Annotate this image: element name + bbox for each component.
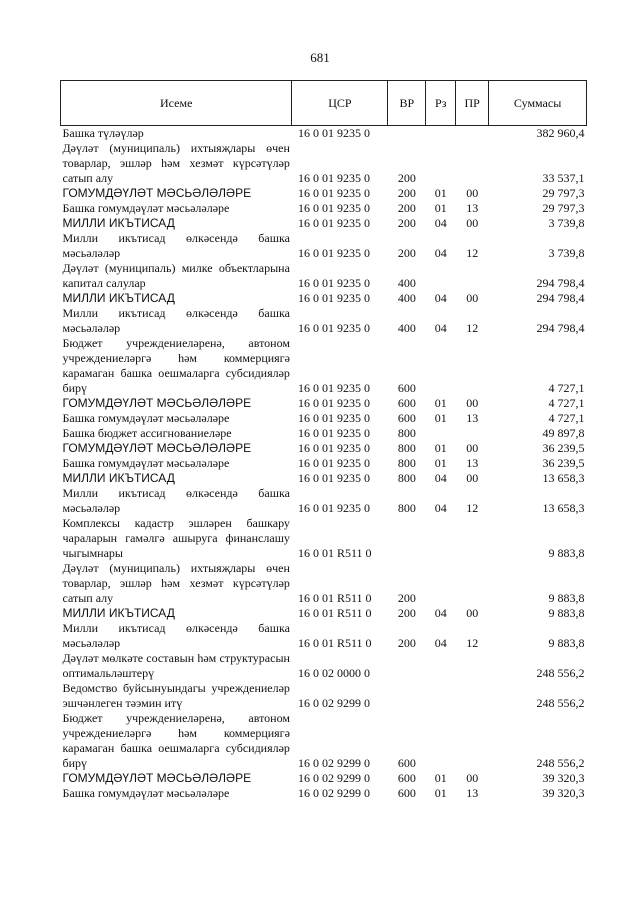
cell-pr: 13 (466, 411, 479, 425)
cell-sum: 248 556,2 (536, 696, 585, 710)
cell-pr: 00 (466, 216, 479, 230)
cell-sum: 39 320,3 (542, 786, 585, 800)
cell-sum: 36 239,5 (542, 441, 585, 455)
cell-pr: 00 (466, 771, 479, 785)
cell-csr: 16 0 01 9235 0 (297, 471, 370, 485)
cell-rz (426, 141, 456, 186)
header-sum: Суммасы (489, 81, 587, 126)
cell-vr: 200 (397, 606, 416, 620)
cell-pr (456, 711, 489, 771)
cell-pr: 12 (466, 321, 479, 335)
cell-pr (456, 651, 489, 681)
cell-rz: 04 (434, 246, 447, 260)
cell-rz: 04 (434, 606, 447, 620)
cell-csr: 16 0 01 R511 0 (297, 606, 372, 620)
cell-vr: 400 (397, 291, 416, 305)
cell-sum: 294 798,4 (536, 321, 585, 335)
cell-sum: 9 883,8 (548, 636, 585, 650)
cell-name: ГОМУМДӘҮЛӘТ МӘСЬӘЛӘЛӘРЕ (62, 771, 252, 785)
cell-name: Башка гомумдәүләт мәсьәләләре (62, 411, 230, 425)
cell-name: ГОМУМДӘҮЛӘТ МӘСЬӘЛӘЛӘРЕ (62, 186, 252, 200)
cell-csr: 16 0 01 9235 0 (297, 501, 370, 515)
cell-vr: 600 (397, 381, 416, 395)
cell-vr: 800 (397, 501, 416, 515)
cell-rz: 01 (434, 396, 447, 410)
cell-sum: 4 727,1 (548, 381, 585, 395)
table-row (61, 651, 587, 681)
table-row (61, 201, 587, 216)
cell-name: Милли икътисад өлкәсендә башка мәсьәләләр (62, 231, 290, 260)
cell-sum: 13 658,3 (542, 471, 585, 485)
cell-vr: 400 (397, 276, 416, 290)
cell-csr: 16 0 02 0000 0 (297, 666, 370, 680)
cell-vr: 800 (397, 426, 416, 440)
table-row (61, 621, 587, 651)
cell-name: ГОМУМДӘҮЛӘТ МӘСЬӘЛӘЛӘРЕ (62, 441, 252, 455)
cell-name: Башка бюджет ассигнованиеләре (62, 426, 232, 440)
cell-name: МИЛЛИ ИКЪТИСАД (62, 216, 175, 230)
cell-csr: 16 0 01 9235 0 (297, 276, 370, 290)
table-row (61, 231, 587, 261)
cell-name: Дәүләт (муниципаль) ихтыяҗлары өчен товарлар, эшләр һәм хезмәт күрсәтүләр сатып алу (62, 141, 290, 185)
cell-rz: 01 (434, 441, 447, 455)
cell-sum: 39 320,3 (542, 771, 585, 785)
cell-pr: 00 (466, 291, 479, 305)
cell-sum: 9 883,8 (548, 546, 585, 560)
budget-table (60, 80, 587, 801)
cell-rz: 01 (434, 771, 447, 785)
table-row (61, 486, 587, 516)
table-row (61, 126, 587, 142)
cell-vr: 600 (397, 786, 416, 800)
cell-rz (426, 516, 456, 561)
cell-name: Дәүләт (муниципаль) милке объектларына капитал салулар (62, 261, 290, 290)
cell-csr: 16 0 01 9235 0 (297, 411, 370, 425)
cell-rz: 04 (434, 471, 447, 485)
cell-sum: 294 798,4 (536, 291, 585, 305)
cell-rz (426, 336, 456, 396)
cell-pr (456, 141, 489, 186)
cell-pr: 00 (466, 396, 479, 410)
cell-name: Милли икътисад өлкәсендә башка мәсьәләләр (62, 306, 290, 335)
cell-vr: 600 (397, 771, 416, 785)
cell-vr: 200 (397, 591, 416, 605)
cell-pr: 00 (466, 471, 479, 485)
cell-name: Бюджет учреждениеләренә, автоном учреждениеләргә һәм коммерциягә карамаган башка оешмаларга субсидияләр бирү (62, 336, 290, 395)
cell-rz (426, 561, 456, 606)
cell-name: Милли икътисад өлкәсендә башка мәсьәләләр (62, 486, 290, 515)
table-body (61, 126, 587, 802)
cell-csr: 16 0 02 9299 0 (297, 786, 370, 800)
table-row (61, 456, 587, 471)
cell-csr: 16 0 01 9235 0 (297, 201, 370, 215)
cell-csr: 16 0 01 9235 0 (297, 441, 370, 455)
cell-sum: 3 739,8 (548, 216, 585, 230)
cell-rz: 01 (434, 786, 447, 800)
cell-rz: 01 (434, 456, 447, 470)
cell-sum: 13 658,3 (542, 501, 585, 515)
cell-vr: 200 (397, 216, 416, 230)
cell-rz: 01 (434, 186, 447, 200)
table-row (61, 771, 587, 786)
table-row (61, 681, 587, 711)
cell-rz: 01 (434, 201, 447, 215)
cell-pr (456, 126, 489, 142)
cell-csr: 16 0 01 9235 0 (297, 246, 370, 260)
header-csr: ЦСР (292, 81, 388, 126)
cell-rz (426, 426, 456, 441)
cell-vr: 200 (397, 186, 416, 200)
cell-rz (426, 711, 456, 771)
cell-name: Башка гомумдәүләт мәсьәләләре (62, 456, 230, 470)
cell-vr: 800 (397, 471, 416, 485)
cell-name: МИЛЛИ ИКЪТИСАД (62, 291, 175, 305)
cell-pr: 13 (466, 201, 479, 215)
table-row (61, 396, 587, 411)
cell-vr: 200 (397, 201, 416, 215)
cell-sum: 4 727,1 (548, 396, 585, 410)
cell-name: Комплексы кадастр эшләрен башкару чараларын гамәлгә ашыруга финанслашу чыгымнары (62, 516, 290, 560)
cell-sum: 3 739,8 (548, 246, 585, 260)
table-row (61, 336, 587, 396)
cell-pr (456, 561, 489, 606)
cell-csr: 16 0 01 9235 0 (297, 381, 370, 395)
cell-rz: 04 (434, 636, 447, 650)
header-row (61, 81, 587, 126)
cell-vr: 800 (397, 456, 416, 470)
table-row (61, 711, 587, 771)
cell-pr (456, 681, 489, 711)
table-row (61, 261, 587, 291)
cell-pr (456, 516, 489, 561)
cell-csr: 16 0 02 9299 0 (297, 756, 370, 770)
cell-pr (456, 336, 489, 396)
cell-sum: 9 883,8 (548, 591, 585, 605)
cell-vr: 800 (397, 441, 416, 455)
cell-vr: 600 (397, 411, 416, 425)
cell-pr (456, 426, 489, 441)
table-row (61, 291, 587, 306)
table-row (61, 306, 587, 336)
cell-rz (426, 126, 456, 142)
cell-name: Башка гомумдәүләт мәсьәләләре (62, 786, 230, 800)
cell-vr: 400 (397, 321, 416, 335)
cell-pr: 12 (466, 636, 479, 650)
cell-csr: 16 0 01 9235 0 (297, 186, 370, 200)
cell-rz (426, 651, 456, 681)
cell-csr: 16 0 01 R511 0 (297, 591, 372, 605)
table-row (61, 561, 587, 606)
cell-rz: 04 (434, 216, 447, 230)
table-header (61, 81, 587, 126)
cell-csr: 16 0 02 9299 0 (297, 696, 370, 710)
cell-name: Ведомство буйсынуындагы учреждениеләр эшчәнлеген тәэмин итү (62, 681, 290, 710)
cell-sum: 9 883,8 (548, 606, 585, 620)
header-rz: Рз (426, 81, 456, 126)
table-row (61, 471, 587, 486)
cell-sum: 382 960,4 (489, 126, 587, 142)
header-pr: ПР (456, 81, 489, 126)
cell-rz: 04 (434, 321, 447, 335)
cell-rz: 04 (434, 501, 447, 515)
cell-sum: 49 897,8 (542, 426, 585, 440)
cell-csr: 16 0 02 9299 0 (297, 771, 370, 785)
cell-rz (426, 261, 456, 291)
cell-vr (388, 126, 426, 142)
cell-vr: 200 (397, 246, 416, 260)
cell-sum: 4 727,1 (548, 411, 585, 425)
cell-csr: 16 0 01 R511 0 (297, 546, 372, 560)
cell-pr: 12 (466, 246, 479, 260)
header-name: Исеме (61, 81, 292, 126)
cell-sum: 294 798,4 (536, 276, 585, 290)
cell-sum: 248 556,2 (536, 666, 585, 680)
page-number: 681 (310, 50, 330, 65)
cell-name: Башка түләүләр (61, 126, 292, 142)
cell-pr (456, 261, 489, 291)
cell-sum: 29 797,3 (542, 201, 585, 215)
table-row (61, 606, 587, 621)
cell-pr: 13 (466, 786, 479, 800)
table-row (61, 141, 587, 186)
cell-csr: 16 0 01 9235 0 (297, 216, 370, 230)
table-row (61, 186, 587, 201)
cell-name: Дәүләт (муниципаль) ихтыяҗлары өчен товарлар, эшләр һәм хезмәт күрсәтүләр сатып алу (62, 561, 290, 605)
cell-name: Бюджет учреждениеләренә, автоном учреждениеләргә һәм коммерциягә карамаган башка оешмаларга субсидияләр бирү (62, 711, 290, 770)
cell-name: Милли икътисад өлкәсендә башка мәсьәләләр (62, 621, 290, 650)
cell-vr (388, 651, 426, 681)
cell-name: Башка гомумдәүләт мәсьәләләре (62, 201, 230, 215)
cell-csr: 16 0 01 R511 0 (297, 636, 372, 650)
cell-sum: 29 797,3 (542, 186, 585, 200)
cell-csr: 16 0 01 9235 0 (297, 426, 370, 440)
table-row (61, 426, 587, 441)
cell-csr: 16 0 01 9235 0 (297, 171, 370, 185)
cell-sum: 36 239,5 (542, 456, 585, 470)
cell-vr: 600 (397, 756, 416, 770)
cell-name: МИЛЛИ ИКЪТИСАД (62, 606, 175, 620)
cell-pr: 00 (466, 606, 479, 620)
cell-vr: 600 (397, 396, 416, 410)
cell-vr: 200 (397, 171, 416, 185)
cell-name: МИЛЛИ ИКЪТИСАД (62, 471, 175, 485)
cell-rz: 01 (434, 411, 447, 425)
table-row (61, 411, 587, 426)
table-row (61, 516, 587, 561)
cell-rz (426, 681, 456, 711)
cell-csr: 16 0 01 9235 0 (297, 456, 370, 470)
cell-csr: 16 0 01 9235 0 (297, 396, 370, 410)
table-row (61, 441, 587, 456)
cell-pr: 12 (466, 501, 479, 515)
cell-sum: 33 537,1 (542, 171, 585, 185)
cell-pr: 13 (466, 456, 479, 470)
table-row (61, 786, 587, 801)
cell-csr: 16 0 01 9235 0 (292, 126, 388, 142)
header-vr: ВР (388, 81, 426, 126)
table-row (61, 216, 587, 231)
cell-sum: 248 556,2 (536, 756, 585, 770)
cell-pr: 00 (466, 186, 479, 200)
cell-csr: 16 0 01 9235 0 (297, 291, 370, 305)
cell-name: ГОМУМДӘҮЛӘТ МӘСЬӘЛӘЛӘРЕ (62, 396, 252, 410)
cell-name: Дәүләт мөлкәте составын һәм структурасын оптимальләштерү (62, 651, 290, 680)
cell-csr: 16 0 01 9235 0 (297, 321, 370, 335)
cell-vr (388, 516, 426, 561)
cell-vr: 200 (397, 636, 416, 650)
cell-vr (388, 681, 426, 711)
cell-pr: 00 (466, 441, 479, 455)
cell-rz: 04 (434, 291, 447, 305)
